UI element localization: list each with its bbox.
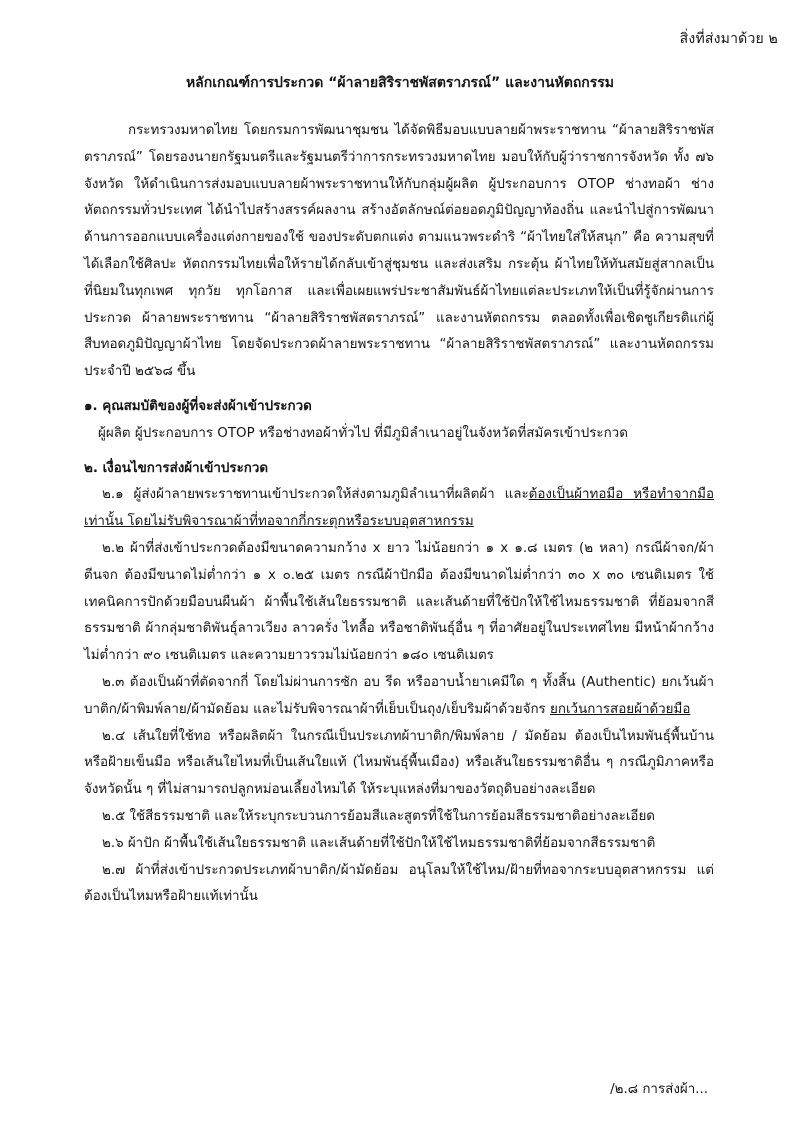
clause-2-1	[84, 482, 714, 536]
attachment-label: สิ่งที่ส่งมาด้วย ๒	[679, 31, 778, 47]
section2-heading: ๒. เงื่อนไขการส่งผ้าเข้าประกวด	[84, 460, 269, 476]
clause-2-2: ๒.๒ ผ้าที่ส่งเข้าประกวดต้องมีขนาดความกว้าง x ยาว ไม่น้อยกว่า ๑ x ๑.๘ เมตร (๒ หลา) กรณีผ้าจก/ผ้าตีนจก ต้องมีขนาดไม่ต่ำกว่า ๑ x ๐.๒๕ เมตร กรณีผ้าปักมือ ต้องมีขนาดไม่ต่ำกว่า ๓๐ x ๓๐ เซนติเมตร ใช้เทคนิคการปักด้วยมือบนผืนผ้า ผ้าพื้นใช้เส้นใยธรรมชาติ และเส้นด้ายที่ใช้ปักให้ใช้ไหมธรรมชาติ ที่ย้อมจากสีธรรมชาติ ผ้ากลุ่มชาติพันธุ์ลาวเวียง ลาวครั่ง ไทลื้อ หรือชาติพันธุ์อื่น ๆ ที่อาศัยอยู่ในประเทศไทย มีหน้าผ้ากว้างไม่ต่ำกว่า ๙๐ เซนติเมตร และความยาวรวมไม่น้อยกว่า ๑๘๐ เซนติเมตร	[84, 540, 714, 664]
section1-text: ผู้ผลิต ผู้ประกอบการ OTOP หรือช่างทอผ้าทั่วไป ที่มีภูมิลำเนาอยู่ในจังหวัดที่สมัครเข้าประกวด	[98, 425, 628, 441]
section1-heading: ๑. คุณสมบัติของผู้ที่จะส่งผ้าเข้าประกวด	[84, 398, 312, 414]
clause-2-6: ๒.๖ ผ้าปัก ผ้าพื้นใช้เส้นใยธรรมชาติ และเส้นด้ายที่ใช้ปักให้ใช้ไหมธรรมชาติที่ย้อมจากสีธรรมชาติ	[102, 835, 656, 851]
clause-2-1-text: ๒.๑ ผู้ส่งผ้าลายพระราชทานเข้าประกวดให้ส่งตามภูมิลำเนาที่ผลิตผ้า และ	[102, 487, 529, 503]
clause-2-1-underlined: ต้องเป็นผ้าทอมือ หรือทำจากมือเท่านั้น โดยไม่รับพิจารณาผ้าที่ทอจากกี่กระตุกหรือระบบอุตสาหกรรม	[84, 487, 714, 530]
clause-2-5: ๒.๕ ใช้สีธรรมชาติ และให้ระบุกระบวนการย้อมสีและสูตรที่ใช้ในการย้อมสีธรรมชาติอย่างละเอียด	[102, 808, 656, 824]
intro-paragraph: กระทรวงมหาดไทย โดยกรมการพัฒนาชุมชน ได้จัดพิธีมอบแบบลายผ้าพระราชทาน “ผ้าลายสิริราชพัสตราภรณ์” โดยรองนายกรัฐมนตรีและรัฐมนตรีว่าการกระทรวงมหาดไทย มอบให้กับผู้ว่าราชการจังหวัด ทั้ง ๗๖ จังหวัด ให้ดำเนินการส่งมอบแบบลายผ้าพระราชทานให้กับกลุ่มผู้ผลิต ผู้ประกอบการ OTOP ช่างทอผ้า ช่างหัตถกรรมทั่วประเทศ ได้นำไปสร้างสรรค์ผลงาน สร้างอัตลักษณ์ต่อยอดภูมิปัญญาท้องถิ่น และนำไปสู่การพัฒนาด้านการออกแบบเครื่องแต่งกายของใช้ ของประดับตกแต่ง ตามแนวพระดำริ “ผ้าไทยใส่ให้สนุก” คือ ความสุขที่ได้เลือกใช้ศิลปะ หัตถกรรมไทยเพื่อให้รายได้กลับเข้าสู่ชุมชน และส่งเสริม กระตุ้น ผ้าไทยให้ทันสมัยสู่สากลเป็นที่นิยมในทุกเพศ ทุกวัย ทุกโอกาส และเพื่อเผยแพร่ประชาสัมพันธ์ผ้าไทยแต่ละประเภทให้เป็นที่รู้จักผ่านการประกวด ผ้าลายพระราชทาน “ผ้าลายสิริราชพัสตราภรณ์” และงานหัตถกรรม ตลอดทั้งเพื่อเชิดชูเกียรติแก่ผู้สืบทอดภูมิปัญญาผ้าไทย โดยจัดประกวดผ้าลายพระราชทาน “ผ้าลายสิริราชพัสตราภรณ์” และงานหัตถกรรม ประจำปี ๒๕๖๘ ขึ้น	[84, 123, 714, 380]
clause-2-7: ๒.๗ ผ้าที่ส่งเข้าประกวดประเภทผ้าบาติก/ผ้ามัดย้อม อนุโลมให้ใช้ไหม/ฝ้ายที่ทอจากระบบอุตสาหกรรม แต่ต้องเป็นไหมหรือฝ้ายแท้เท่านั้น	[84, 862, 714, 905]
document-title: หลักเกณฑ์การประกวด “ผ้าลายสิริราชพัสตราภรณ์” และงานหัตถกรรม	[185, 75, 615, 91]
continuation-note: /๒.๘ การส่งผ้า...	[610, 1082, 708, 1097]
document-body	[84, 118, 714, 911]
clause-2-3	[84, 670, 714, 724]
clause-2-4: ๒.๔ เส้นใยที่ใช้ทอ หรือผลิตผ้า ในกรณีเป็นประเภทผ้าบาติก/พิมพ์ลาย / มัดย้อม ต้องเป็นไหมพันธุ์พื้นบ้านหรือฝ้ายเข็นมือ หรือเส้นใยไหมที่เป็นเส้นใยแท้ (ไหมพันธุ์พื้นเมือง) หรือเส้นใยธรรมชาติอื่น ๆ กรณีภูมิภาคหรือจังหวัดนั้น ๆ ที่ไม่สามารถปลูกหม่อนเลี้ยงไหมได้ ให้ระบุแหล่งที่มาของวัตถุดิบอย่างละเอียด	[84, 728, 714, 798]
clause-2-3-text: ๒.๓ ต้องเป็นผ้าที่ตัดจากกี่ โดยไม่ผ่านการซัก อบ รีด หรืออาบน้ำยาเคมีใด ๆ ทั้งสิ้น (Authentic) ยกเว้นผ้าบาติก/ผ้าพิมพ์ลาย/ผ้ามัดย้อม และไม่รับพิจารณาผ้าที่เย็บเป็นถุง/เย็บริมผ้าด้วยจักร	[84, 674, 714, 717]
clause-2-3-underlined: ยกเว้นการสอยผ้าด้วยมือ	[550, 701, 691, 717]
